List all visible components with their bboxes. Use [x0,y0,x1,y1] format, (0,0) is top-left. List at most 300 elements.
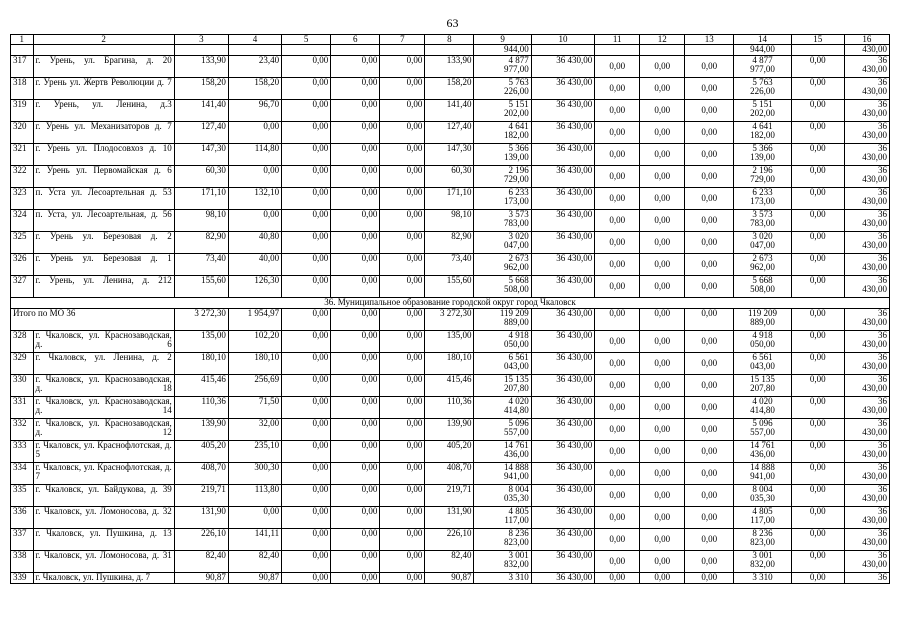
cell-c6: 0,00 [331,56,380,78]
cell-c9 [474,353,531,375]
cell-c11: 0,00 [595,331,640,353]
row-number: 335 [11,485,34,507]
cell-c16-line2: 430,00 [862,317,887,327]
cell-c14 [734,254,791,276]
cell-c8: 219,71 [425,485,474,507]
cell-c7: 0,00 [380,78,425,100]
cell-c14 [734,166,791,188]
cell-c4: 300,30 [228,463,281,485]
cell-c9 [474,331,531,353]
cell-c14-line1: 14 888 [750,462,775,472]
cell-c11: 0,00 [595,56,640,78]
cell-c5: 0,00 [282,309,331,331]
cell-c14-line1: 5 763 [752,77,773,87]
column-header: 14 [734,35,791,45]
cell-c15: 0,00 [791,232,844,254]
cell-c12: 0,00 [640,441,685,463]
cell-c3: 408,70 [174,463,228,485]
address-cell: г. Урень ул. Плодосовхоз д. 10 [33,144,174,166]
cell-c16-line2: 430,00 [862,218,887,228]
cell-c8: 180,10 [425,353,474,375]
cell-c9-line1: 5 366 [508,143,529,153]
cell-c8: 127,40 [425,122,474,144]
column-header: 10 [531,35,594,45]
cell-c9-line2: 050,00 [504,339,529,349]
cell-c7: 0,00 [380,551,425,573]
cell-c12: 0,00 [640,78,685,100]
cell-c6: 0,00 [331,375,380,397]
row-number: 338 [11,551,34,573]
cell-c4: 71,50 [228,397,281,419]
cell-c14-line1: 6 561 [752,352,773,362]
cell-c13: 0,00 [685,188,734,210]
cell-c16 [844,232,889,254]
cell-c3: 131,90 [174,507,228,529]
cell-c16-line2: 430,00 [862,130,887,140]
column-header: 2 [33,35,174,45]
table-row [11,573,890,584]
cell-c14-line2: 139,00 [750,152,775,162]
cell-c9 [474,397,531,419]
cell-c5: 0,00 [282,210,331,232]
table-row [11,144,890,166]
address-cell: г. Урень, ул. Брагина, д. 20 [33,56,174,78]
cell-c5: 0,00 [282,375,331,397]
cell-c15: 0,00 [791,573,844,584]
cell-c16-line2: 430,00 [862,383,887,393]
cell-c16 [844,166,889,188]
cell-c7: 0,00 [380,166,425,188]
cell-c16-line1: 36 [878,77,887,87]
cell-c9-line2: 202,00 [504,108,529,118]
cell-c7: 0,00 [380,441,425,463]
cell-c15: 0,00 [791,551,844,573]
cell-c14-line2: 043,00 [750,361,775,371]
cell-c6: 0,00 [331,78,380,100]
cell-c9 [474,56,531,78]
cell-c14: 944,00 [734,45,791,56]
cell-c10: 36 430,00 [531,210,594,232]
cell-c9-line1: 14 761 [504,440,529,450]
table-row [11,100,890,122]
cell-c9-line1: 6 561 [508,352,529,362]
cell-c7: 0,00 [380,210,425,232]
address-cell: г. Чкаловск, ул. Краснофлотская, д. 7 [33,463,174,485]
cell-c14-line1: 5 151 [752,99,773,109]
cell-c8: 139,90 [425,419,474,441]
cell-c6: 0,00 [331,573,380,584]
cell-c16-line2: 430,00 [862,339,887,349]
cell-c10: 36 430,00 [531,254,594,276]
cell-c3: 219,71 [174,485,228,507]
cell-c14-line1: 2 673 [752,253,773,263]
table-row [11,507,890,529]
cell-c6: 0,00 [331,463,380,485]
table-row [11,78,890,100]
cell-c7: 0,00 [380,485,425,507]
column-header: 3 [174,35,228,45]
cell-c16-line1: 36 [878,275,887,285]
address-cell: г. Чкаловск, ул. Пушкина, д. 7 [33,573,174,584]
column-header: 16 [844,35,889,45]
cell-c16-line1: 36 [878,418,887,428]
cell-c12: 0,00 [640,529,685,551]
column-header: 12 [640,35,685,45]
table-row [11,463,890,485]
cell-c10: 36 430,00 [531,122,594,144]
cell-c7: 0,00 [380,375,425,397]
row-number: 317 [11,56,34,78]
cell-c11: 0,00 [595,78,640,100]
cell-c5: 0,00 [282,144,331,166]
cell-c15: 0,00 [791,507,844,529]
cell-c14-line1: 3 573 [752,209,773,219]
page-number: 63 [446,16,459,30]
section-title: 36. Муниципальное образование городской округ город Чкаловск [11,298,890,309]
table-row [11,56,890,78]
cell-c7: 0,00 [380,309,425,331]
cell-c16 [844,122,889,144]
cell-c16-line1: 36 [878,209,887,219]
cell-c16-line1: 36 [878,253,887,263]
table-row [11,485,890,507]
cell-c16-line2: 430,00 [862,108,887,118]
cell-c5: 0,00 [282,254,331,276]
cell-c14-line1: 14 761 [750,440,775,450]
cell-c9-line2: 977,00 [504,64,529,74]
cell-c11: 0,00 [595,254,640,276]
cell-c15: 0,00 [791,144,844,166]
cell-c9-line2: 508,00 [504,284,529,294]
cell-c16 [844,144,889,166]
cell-c9 [474,188,531,210]
table-row [11,188,890,210]
cell-c10: 36 430,00 [531,56,594,78]
cell-c16-line2: 430,00 [862,196,887,206]
cell-c8: 82,40 [425,551,474,573]
cell-c11: 0,00 [595,375,640,397]
cell-c7: 0,00 [380,463,425,485]
cell-c15: 0,00 [791,122,844,144]
row-number: 339 [11,573,34,584]
cell-c14-line2: 035,30 [750,493,775,503]
row-number: 319 [11,100,34,122]
cell-c6: 0,00 [331,551,380,573]
cell-c4: 90,87 [228,573,281,584]
cell-c11: 0,00 [595,397,640,419]
cell-c8: 82,90 [425,232,474,254]
cell-c7: 0,00 [380,232,425,254]
column-header: 4 [228,35,281,45]
address-cell: г. Чкаловск, ул. Ленина, д. 2 [33,353,174,375]
cell-c10: 36 430,00 [531,166,594,188]
cell-c10: 36 430,00 [531,331,594,353]
cell-c16-line1: 36 [878,352,887,362]
cell-c12: 0,00 [640,166,685,188]
cell-c16 [844,397,889,419]
cell-c16 [844,551,889,573]
cell-c16-line1: 36 [878,187,887,197]
cell-c12: 0,00 [640,331,685,353]
cell-c10: 36 430,00 [531,551,594,573]
cell-c3: 60,30 [174,166,228,188]
cell-c11: 0,00 [595,309,640,331]
cell-c13: 0,00 [685,551,734,573]
row-number: 333 [11,441,34,463]
cell-c4: 23,40 [228,56,281,78]
table-body [11,35,890,584]
cell-c16 [844,507,889,529]
row-number: 324 [11,210,34,232]
cell-c13: 0,00 [685,276,734,298]
cell-c9-line2: 047,00 [504,240,529,250]
cell-c7: 0,00 [380,56,425,78]
cell-c4: 32,00 [228,419,281,441]
cell-c16 [844,56,889,78]
cell-c10: 36 430,00 [531,144,594,166]
cell-c7: 0,00 [380,529,425,551]
cell-c9-line1: 8 236 [508,528,529,538]
cell-c4: 102,20 [228,331,281,353]
cell-c4: 180,10 [228,353,281,375]
cell-c5: 0,00 [282,441,331,463]
cell-c11: 0,00 [595,463,640,485]
cell-c9-line2: 035,30 [504,493,529,503]
cell-c3: 171,10 [174,188,228,210]
cell-c14-line1: 3 020 [752,231,773,241]
cell-c13: 0,00 [685,397,734,419]
cell-c3: 158,20 [174,78,228,100]
section-row [11,298,890,309]
cell-c14-line1: 8 236 [752,528,773,538]
cell-c14 [734,485,791,507]
cell-c16-line2: 430,00 [862,471,887,481]
cell-c3: 139,90 [174,419,228,441]
cell-c5: 0,00 [282,419,331,441]
cell-c4: 0,00 [228,166,281,188]
cell-c7: 0,00 [380,397,425,419]
cell-c7: 0,00 [380,254,425,276]
cell-c9 [474,100,531,122]
cell-c9 [474,122,531,144]
cell-c6: 0,00 [331,353,380,375]
table-row [11,166,890,188]
cell-c3: 3 272,30 [174,309,228,331]
cell-c3: 110,36 [174,397,228,419]
cell-c14-line2: 207,80 [750,383,775,393]
cell-c10: 36 430,00 [531,507,594,529]
cell-c14 [734,276,791,298]
cell-c16: 36 [844,573,889,584]
cell-c15: 0,00 [791,166,844,188]
cell-c9 [474,144,531,166]
row-number: 329 [11,353,34,375]
cell-c14-line2: 226,00 [750,86,775,96]
cell-c13: 0,00 [685,56,734,78]
cell-c14 [734,353,791,375]
cell-c13: 0,00 [685,309,734,331]
cell-c8: 90,87 [425,573,474,584]
cell-c14-line2: 557,00 [750,427,775,437]
table-row [11,353,890,375]
cell-c8: 98,10 [425,210,474,232]
cell-c14-line2: 414,80 [750,405,775,415]
cell-c7: 0,00 [380,419,425,441]
cell-c11: 0,00 [595,551,640,573]
cell-c6: 0,00 [331,100,380,122]
cell-c5: 0,00 [282,100,331,122]
cell-c9-line1: 3 020 [508,231,529,241]
cell-c14 [734,56,791,78]
cell-c14 [734,232,791,254]
cell-c16 [844,210,889,232]
cell-c4: 82,40 [228,551,281,573]
cell-c5: 0,00 [282,353,331,375]
cell-c16-line1: 36 [878,121,887,131]
cell-c12: 0,00 [640,485,685,507]
cell-c4: 235,10 [228,441,281,463]
cell-c14-line2: 783,00 [750,218,775,228]
column-header: 15 [791,35,844,45]
cell-c4: 40,00 [228,254,281,276]
row-number: 327 [11,276,34,298]
cell-c5: 0,00 [282,507,331,529]
cell-c14 [734,419,791,441]
cell-c12: 0,00 [640,419,685,441]
cell-c6: 0,00 [331,441,380,463]
cell-c14-line2: 977,00 [750,64,775,74]
cell-c11: 0,00 [595,353,640,375]
cell-c9-line2: 436,00 [504,449,529,459]
cell-c14-line1: 5 096 [752,418,773,428]
cell-c3: 180,10 [174,353,228,375]
cell-c9 [474,232,531,254]
cell-c10: 36 430,00 [531,375,594,397]
cell-c16-line1: 36 [878,143,887,153]
cell-c14-line1: 119 209 [748,308,777,318]
cell-c9-line1: 119 209 [499,308,529,318]
address-cell: г. Урень ул. Жертв Революции д. 7 [33,78,174,100]
cell-c13: 0,00 [685,331,734,353]
cell-c10: 36 430,00 [531,309,594,331]
cell-c13: 0,00 [685,529,734,551]
cell-c3: 82,90 [174,232,228,254]
cell-c8: 135,00 [425,331,474,353]
cell-c9-line1: 5 096 [508,418,529,428]
cell-c5: 0,00 [282,122,331,144]
cell-c7: 0,00 [380,122,425,144]
cell-c16-line2: 430,00 [862,152,887,162]
cell-c8: 3 272,30 [425,309,474,331]
cell-c14-line1: 3 001 [752,550,773,560]
table-row [11,210,890,232]
table-row [11,331,890,353]
cell-c14 [734,188,791,210]
cell-c13: 0,00 [685,210,734,232]
cell-c4: 113,80 [228,485,281,507]
cell-c15: 0,00 [791,441,844,463]
cell-c16 [844,188,889,210]
address-cell: г. Чкаловск, ул. Ломоносова, д. 32 [33,507,174,529]
cell-c6: 0,00 [331,331,380,353]
cell-c15: 0,00 [791,276,844,298]
cell-c14-line2: 047,00 [750,240,775,250]
column-header: 7 [380,35,425,45]
cell-c9-line2: 139,00 [504,152,529,162]
cell-c14-line1: 4 918 [752,330,773,340]
cell-c5: 0,00 [282,56,331,78]
address-cell: г. Урень, ул. Ленина, д. 212 [33,276,174,298]
cell-c9-line2: 832,00 [504,559,529,569]
cell-c14-line2: 117,00 [750,515,775,525]
address-cell: г. Урень ул. Первомайская д. 6 [33,166,174,188]
cell-c9-line1: 5 151 [508,99,529,109]
table-row [11,551,890,573]
total-label: Итого по МО 36 [11,309,175,331]
row-number: 336 [11,507,34,529]
cell-c11: 0,00 [595,166,640,188]
cell-c8: 408,70 [425,463,474,485]
cell-c3: 226,10 [174,529,228,551]
cell-c3: 90,87 [174,573,228,584]
cell-c8: 60,30 [425,166,474,188]
cell-c9-line1: 6 233 [508,187,529,197]
cell-c14-line2: 889,00 [750,317,775,327]
column-header: 11 [595,35,640,45]
cell-c14 [734,78,791,100]
cell-c9 [474,166,531,188]
cell-c14-line1: 5 668 [752,275,773,285]
cell-c3: 82,40 [174,551,228,573]
cell-c3: 133,90 [174,56,228,78]
cell-c9-line1: 2 196 [508,165,529,175]
cell-c10: 36 430,00 [531,397,594,419]
table-row [11,122,890,144]
cell-c13: 0,00 [685,122,734,144]
cell-c13: 0,00 [685,144,734,166]
cell-c10: 36 430,00 [531,100,594,122]
row-number: 334 [11,463,34,485]
cell-c14-line2: 173,00 [750,196,775,206]
cell-c9-line1: 4 020 [508,396,529,406]
cell-c15: 0,00 [791,353,844,375]
cell-c9: 3 310 [474,573,531,584]
cell-c15: 0,00 [791,331,844,353]
cell-c14 [734,397,791,419]
cell-c9 [474,210,531,232]
cell-c16 [844,485,889,507]
cell-c4: 0,00 [228,210,281,232]
cell-c12: 0,00 [640,122,685,144]
table-row [11,529,890,551]
cell-c9-line2: 729,00 [504,174,529,184]
table-row [11,397,890,419]
cell-c9-line2: 173,00 [504,196,529,206]
address-cell: п. Уста, ул. Лесоартельная, д. 56 [33,210,174,232]
cell-c9-line1: 4 918 [508,330,529,340]
cell-c14: 3 310 [734,573,791,584]
address-cell: г. Чкаловск, ул. Ломоносова, д. 31 [33,551,174,573]
cell-c3: 155,60 [174,276,228,298]
column-header: 13 [685,35,734,45]
cell-c6: 0,00 [331,166,380,188]
cell-c12: 0,00 [640,397,685,419]
cell-c5: 0,00 [282,188,331,210]
cell-c12: 0,00 [640,188,685,210]
cell-c14 [734,529,791,551]
cell-c11: 0,00 [595,573,640,584]
cell-c9 [474,276,531,298]
